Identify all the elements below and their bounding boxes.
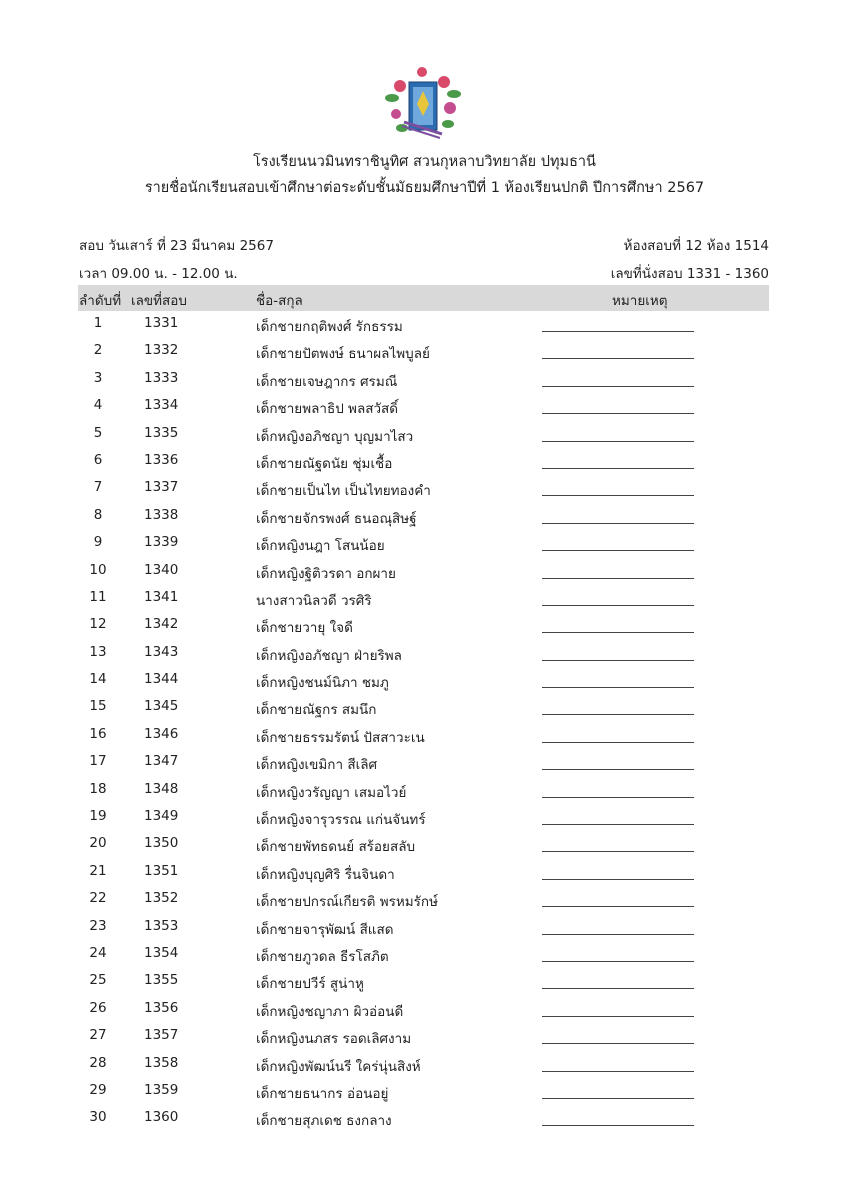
exam-number: 1351 <box>144 862 179 879</box>
row-number: 3 <box>93 369 103 386</box>
student-name: เด็กชายจารุพัฒน์ สีแสด <box>256 921 394 938</box>
exam-number: 1355 <box>144 972 179 989</box>
student-name: เด็กชายเจษฎากร ศรมณี <box>256 373 398 390</box>
student-name: เด็กชายธรรมรัตน์ ปัสสาวะเน <box>256 729 425 746</box>
student-name: เด็กหญิงชนม์นิภา ชมภู <box>256 675 389 692</box>
table-row <box>78 1023 769 1050</box>
note-line <box>542 468 694 469</box>
student-name: เด็กชายพัทธดนย์ สร้อยสลับ <box>256 839 416 856</box>
exam-time: เวลา 09.00 น. - 12.00 น. <box>79 266 238 282</box>
table-row <box>78 421 769 448</box>
exam-number: 1352 <box>144 890 179 907</box>
exam-number: 1340 <box>144 561 179 578</box>
student-name: เด็กชายกฤติพงศ์ รักธรรม <box>256 319 403 335</box>
note-line <box>542 1043 694 1044</box>
exam-number: 1344 <box>144 671 179 688</box>
exam-room: ห้องสอบที่ 12 ห้อง 1514 <box>623 238 769 254</box>
table-row <box>78 859 769 886</box>
exam-number: 1332 <box>144 342 179 359</box>
student-name: เด็กชายภูวดล ธีรโสภิต <box>256 948 389 965</box>
note-line <box>542 934 694 935</box>
exam-number: 1341 <box>144 588 179 605</box>
exam-number: 1347 <box>144 753 179 770</box>
school-name: โรงเรียนนวมินทราชินูทิศ สวนกุหลาบวิทยาลัย ปทุมธานี <box>253 154 596 170</box>
table-row <box>78 777 769 804</box>
header-exam-id: เลขที่สอบ <box>131 293 187 309</box>
table-row <box>78 1105 769 1132</box>
note-line <box>542 906 694 907</box>
student-name: เด็กชายสุภเดช ธงกลาง <box>256 1113 392 1130</box>
student-name: เด็กชายจักรพงศ์ ธนอณุสิษฐ์ <box>256 510 417 527</box>
exam-number: 1336 <box>144 451 179 468</box>
table-row <box>78 804 769 831</box>
student-name: เด็กหญิงเขมิกา สีเลิศ <box>256 757 378 774</box>
note-line <box>542 441 694 442</box>
row-number: 22 <box>89 890 107 907</box>
row-number: 15 <box>89 698 107 715</box>
exam-number: 1356 <box>144 999 179 1016</box>
exam-number: 1337 <box>144 479 179 496</box>
exam-number: 1350 <box>144 835 179 852</box>
table-row <box>78 694 769 721</box>
student-name: นางสาวนิลวดี วรศิริ <box>256 592 372 609</box>
note-line <box>542 550 694 551</box>
note-line <box>542 961 694 962</box>
student-name: เด็กหญิงจารุวรรณ แก่นจันทร์ <box>256 812 426 829</box>
table-row <box>78 366 769 393</box>
table-row <box>78 640 769 667</box>
note-line <box>542 1098 694 1099</box>
row-number: 18 <box>89 780 107 797</box>
row-number: 29 <box>89 1081 107 1098</box>
note-line <box>542 358 694 359</box>
table-row <box>78 749 769 776</box>
row-number: 16 <box>89 725 107 742</box>
exam-number: 1346 <box>144 725 179 742</box>
row-number: 2 <box>93 342 103 359</box>
table-row <box>78 722 769 749</box>
student-name: เด็กชายเป็นไท เป็นไทยทองคำ <box>256 483 431 500</box>
table-row <box>78 968 769 995</box>
student-name: เด็กหญิงนฎา โสนน้อย <box>256 538 385 555</box>
header-note: หมายเหตุ <box>612 293 668 309</box>
note-line <box>542 523 694 524</box>
note-line <box>542 331 694 332</box>
row-number: 10 <box>89 561 107 578</box>
table-row <box>78 831 769 858</box>
exam-date: สอบ วันเสาร์ ที่ 23 มีนาคม 2567 <box>79 238 274 254</box>
table-row <box>78 311 769 338</box>
exam-number: 1334 <box>144 397 179 414</box>
student-name: เด็กชายณัฐดนัย ชุ่มเชื้อ <box>256 455 393 472</box>
table-row <box>78 1051 769 1078</box>
table-row <box>78 1078 769 1105</box>
student-name: เด็กหญิงวรัญญา เสมอไวย์ <box>256 784 407 801</box>
row-number: 5 <box>93 424 103 441</box>
student-name: เด็กหญิงฐิติวรดา อกผาย <box>256 565 396 582</box>
row-number: 26 <box>89 999 107 1016</box>
row-number: 28 <box>89 1054 107 1071</box>
table-row <box>78 338 769 365</box>
row-number: 8 <box>93 506 103 523</box>
table-row <box>78 667 769 694</box>
row-number: 27 <box>89 1027 107 1044</box>
student-name: เด็กหญิงบุญศิริ รื่นจินดา <box>256 866 395 883</box>
table-row <box>78 558 769 585</box>
seat-range: เลขที่นั่งสอบ 1331 - 1360 <box>610 266 769 282</box>
row-number: 19 <box>89 808 107 825</box>
student-name: เด็กชายปัตพงษ์ ธนาผลไพบูลย์ <box>256 346 430 363</box>
exam-number: 1339 <box>144 534 179 551</box>
table-row <box>78 996 769 1023</box>
row-number: 21 <box>89 862 107 879</box>
note-line <box>542 413 694 414</box>
row-number: 9 <box>93 534 103 551</box>
table-row <box>78 914 769 941</box>
row-number: 17 <box>89 753 107 770</box>
header-no: ลำดับที่ <box>79 293 122 309</box>
table-row <box>78 393 769 420</box>
note-line <box>542 851 694 852</box>
note-line <box>542 660 694 661</box>
exam-number: 1333 <box>144 369 179 386</box>
note-line <box>542 824 694 825</box>
row-number: 7 <box>93 479 103 496</box>
row-number: 25 <box>89 972 107 989</box>
table-header <box>78 285 769 311</box>
student-name: เด็กชายธนากร อ่อนอยู่ <box>256 1085 389 1102</box>
student-name: เด็กหญิงพัฒน์นรี ใคร่นุ่นสิงห์ <box>256 1058 421 1075</box>
student-name: เด็กชายปวีร์ สูน่าหู <box>256 976 364 993</box>
table-row <box>78 941 769 968</box>
exam-number: 1353 <box>144 917 179 934</box>
row-number: 20 <box>89 835 107 852</box>
student-name: เด็กชายพลาธิป พลสวัสดิ์ <box>256 401 399 418</box>
student-name: เด็กหญิงอภิชญา บุญมาไสว <box>256 428 414 445</box>
student-name: เด็กหญิงนภสร รอดเลิศงาม <box>256 1031 412 1048</box>
exam-number: 1358 <box>144 1054 179 1071</box>
note-line <box>542 632 694 633</box>
table-row <box>78 886 769 913</box>
note-line <box>542 1071 694 1072</box>
note-line <box>542 742 694 743</box>
note-line <box>542 687 694 688</box>
header-name: ชื่อ-สกุล <box>256 293 303 309</box>
note-line <box>542 797 694 798</box>
table-row <box>78 503 769 530</box>
student-name: เด็กหญิงชญาภา ผิวอ่อนดี <box>256 1003 404 1020</box>
note-line <box>542 578 694 579</box>
note-line <box>542 386 694 387</box>
table-row <box>78 448 769 475</box>
note-line <box>542 495 694 496</box>
note-line <box>542 988 694 989</box>
table-row <box>78 612 769 639</box>
exam-number: 1331 <box>144 315 179 331</box>
row-number: 11 <box>89 588 107 605</box>
row-number: 12 <box>89 616 107 633</box>
note-line <box>542 1016 694 1017</box>
exam-number: 1338 <box>144 506 179 523</box>
document-title: รายชื่อนักเรียนสอบเข้าศึกษาต่อระดับชั้นมัธยมศึกษาปีที่ 1 ห้องเรียนปกติ ปีการศึกษา 2567 <box>144 180 705 196</box>
exam-number: 1354 <box>144 944 179 961</box>
exam-number: 1360 <box>144 1109 179 1126</box>
note-line <box>542 605 694 606</box>
row-number: 13 <box>89 643 107 660</box>
exam-number: 1359 <box>144 1081 179 1098</box>
exam-number: 1348 <box>144 780 179 797</box>
row-number: 1 <box>93 315 103 331</box>
note-line <box>542 1125 694 1126</box>
note-line <box>542 769 694 770</box>
exam-number: 1343 <box>144 643 179 660</box>
exam-number: 1345 <box>144 698 179 715</box>
table-row <box>78 585 769 612</box>
exam-number: 1349 <box>144 808 179 825</box>
student-list <box>78 311 769 1133</box>
note-line <box>542 714 694 715</box>
table-row <box>78 530 769 557</box>
row-number: 14 <box>89 671 107 688</box>
row-number: 24 <box>89 944 107 961</box>
row-number: 23 <box>89 917 107 934</box>
student-name: เด็กชายปกรณ์เกียรติ พรหมรักษ์ <box>256 894 439 911</box>
row-number: 4 <box>93 397 103 414</box>
student-name: เด็กชายณัฐกร สมนึก <box>256 702 377 719</box>
row-number: 6 <box>93 451 103 468</box>
student-name: เด็กชายวายุ ใจดี <box>256 620 353 637</box>
table-row <box>78 475 769 502</box>
student-name: เด็กหญิงอภัชญา ฝ่ายริพล <box>256 647 402 664</box>
exam-number: 1342 <box>144 616 179 633</box>
exam-number: 1335 <box>144 424 179 441</box>
exam-number: 1357 <box>144 1027 179 1044</box>
school-emblem-icon <box>382 64 464 142</box>
row-number: 30 <box>89 1109 107 1126</box>
note-line <box>542 879 694 880</box>
